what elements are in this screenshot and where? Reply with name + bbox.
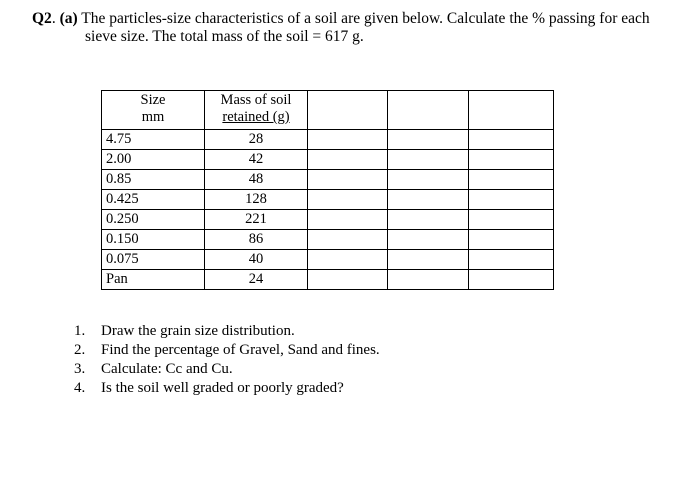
mass-cell: 128 — [205, 190, 308, 210]
size-cell: 0.85 — [102, 170, 205, 190]
task-number: 2. — [74, 342, 86, 358]
mass-cell: 40 — [205, 250, 308, 270]
header-size — [102, 91, 205, 130]
question-line-1-text: The particles-size characteristics of a soil are given below. Calculate the % passing for each — [81, 10, 650, 27]
empty-cell — [469, 190, 554, 210]
task-number: 4. — [74, 380, 86, 396]
sieve-analysis-table — [101, 90, 554, 290]
size-cell: 0.150 — [102, 230, 205, 250]
list-item — [74, 360, 380, 379]
table-row — [102, 230, 554, 250]
question-line-1: Q2. (a) The particles-size characteristics of a soil are given below. Calculate the % passing for each — [32, 10, 650, 27]
question-text — [32, 10, 697, 46]
table-header-row — [102, 91, 554, 130]
empty-cell — [388, 250, 469, 270]
question-line-2: sieve size. The total mass of the soil = 617 g. — [85, 28, 364, 45]
empty-cell — [469, 270, 554, 290]
task-text: Draw the grain size distribution. — [101, 323, 295, 339]
list-item — [74, 322, 380, 341]
header-mass-line2: retained (g) — [222, 109, 290, 125]
header-size-line1: Size — [140, 92, 166, 108]
table-row — [102, 170, 554, 190]
task-list — [74, 322, 380, 398]
task-text: Is the soil well graded or poorly graded? — [101, 380, 344, 396]
mass-cell: 48 — [205, 170, 308, 190]
empty-cell — [388, 130, 469, 150]
task-number: 1. — [74, 323, 86, 339]
empty-cell — [469, 150, 554, 170]
list-item — [74, 379, 380, 398]
size-cell: 4.75 — [102, 130, 205, 150]
table-row — [102, 150, 554, 170]
question-part: (a) — [59, 10, 78, 27]
empty-cell — [388, 150, 469, 170]
mass-cell: 24 — [205, 270, 308, 290]
empty-cell — [388, 91, 469, 130]
empty-cell — [308, 170, 388, 190]
empty-cell — [308, 250, 388, 270]
task-text: Find the percentage of Gravel, Sand and fines. — [101, 342, 380, 358]
table-row — [102, 210, 554, 230]
mass-cell: 86 — [205, 230, 308, 250]
size-cell: 2.00 — [102, 150, 205, 170]
empty-cell — [469, 210, 554, 230]
size-cell: 0.250 — [102, 210, 205, 230]
list-item — [74, 341, 380, 360]
empty-cell — [308, 210, 388, 230]
task-text: Calculate: Cc and Cu. — [101, 361, 233, 377]
empty-cell — [308, 230, 388, 250]
empty-cell — [388, 270, 469, 290]
empty-cell — [308, 150, 388, 170]
empty-cell — [388, 210, 469, 230]
empty-cell — [388, 230, 469, 250]
size-cell: 0.075 — [102, 250, 205, 270]
mass-cell: 42 — [205, 150, 308, 170]
question-label: Q2 — [32, 10, 52, 27]
empty-cell — [308, 270, 388, 290]
task-number: 3. — [74, 361, 86, 377]
empty-cell — [469, 91, 554, 130]
size-cell: Pan — [102, 270, 205, 290]
header-mass — [205, 91, 308, 130]
mass-cell: 221 — [205, 210, 308, 230]
empty-cell — [308, 130, 388, 150]
empty-cell — [469, 230, 554, 250]
table-row — [102, 270, 554, 290]
empty-cell — [308, 91, 388, 130]
empty-cell — [469, 250, 554, 270]
size-cell: 0.425 — [102, 190, 205, 210]
header-size-line2: mm — [141, 109, 165, 125]
mass-cell: 28 — [205, 130, 308, 150]
header-mass-line1: Mass of soil — [220, 92, 292, 108]
table-row — [102, 130, 554, 150]
empty-cell — [308, 190, 388, 210]
empty-cell — [469, 170, 554, 190]
table-row — [102, 250, 554, 270]
empty-cell — [388, 190, 469, 210]
empty-cell — [388, 170, 469, 190]
empty-cell — [469, 130, 554, 150]
table-row — [102, 190, 554, 210]
